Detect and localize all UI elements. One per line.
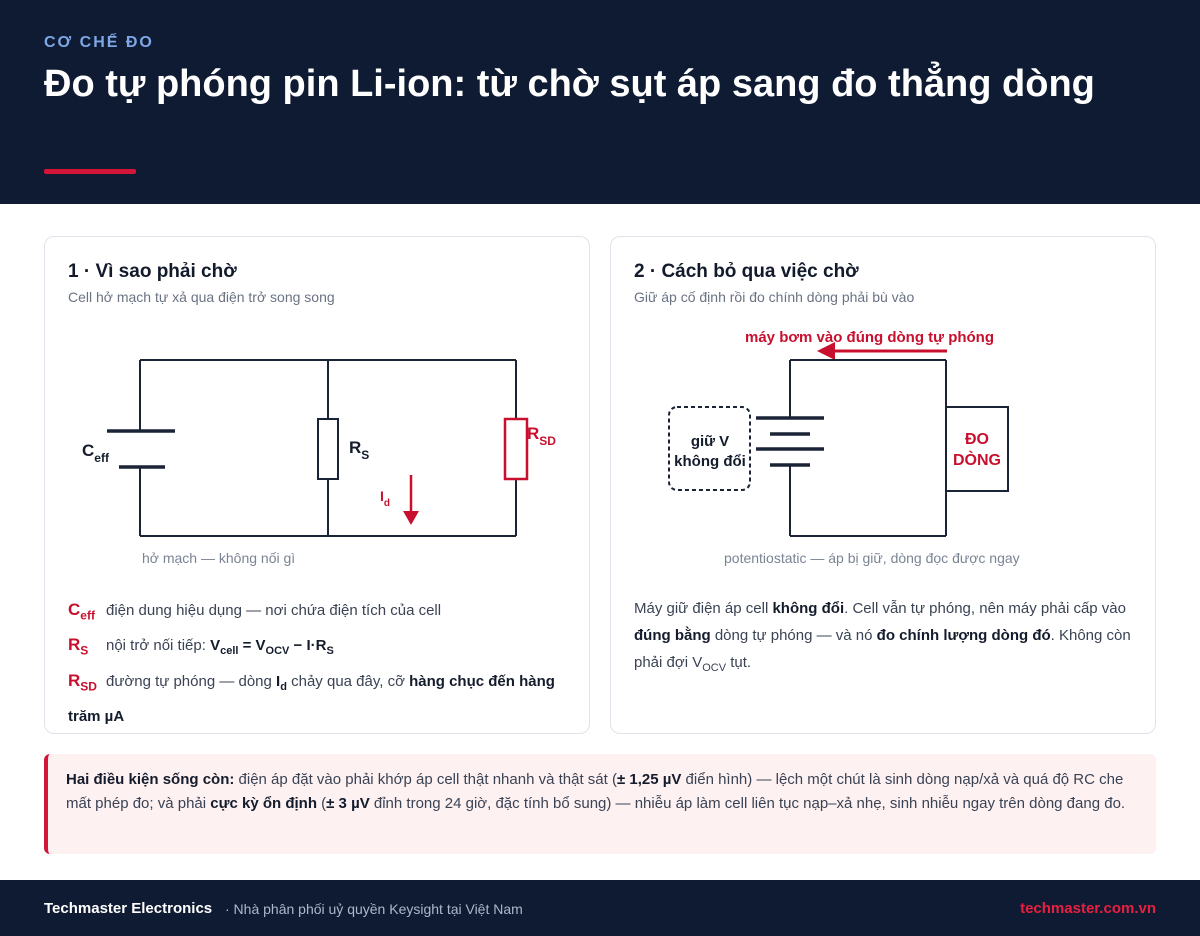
label-rs: $R_S$ <box>349 438 370 462</box>
current-meter-box <box>946 407 1008 491</box>
footer-website-link[interactable]: techmaster.com.vn <box>1020 900 1156 917</box>
footer-tagline: · Nhà phân phối uỷ quyền Keysight tại Việt Nam <box>225 901 523 917</box>
hold-label-line1: giữ V <box>690 433 730 450</box>
hold-label-line2: không đổi <box>674 453 746 470</box>
potentiostatic-diagram <box>611 237 1157 587</box>
resistor-rsd <box>505 419 527 479</box>
meter-label-line1: ĐO <box>965 431 989 448</box>
label-rsd: $R_{SD}$ <box>527 424 556 448</box>
footer-brand: Techmaster Electronics <box>44 900 213 917</box>
card2-title: 2 · Cách bỏ qua việc chờ <box>634 261 859 282</box>
legend-item-rsd: $R_{SD}$ đường tự phóng — dòng $I_d$ chảy qua đây, cỡ hàng chục đến hàng trăm µA <box>68 666 568 732</box>
card2-subtitle: Giữ áp cố định rồi đo chính dòng phải bù vào <box>634 289 915 305</box>
battery-cell <box>756 418 824 465</box>
legend-key-ceff: $C_{eff}$ <box>68 600 95 623</box>
label-id: $I_d$ <box>380 488 390 509</box>
legend-item-ceff: $C_{eff}$ điện dung hiệu dụng — nơi chứa điện tích của cell <box>68 595 568 630</box>
legend-list <box>68 595 568 732</box>
resistor-rs <box>318 419 338 479</box>
title-underline <box>44 169 136 174</box>
eyebrow-label: CƠ CHẾ ĐO <box>44 34 154 51</box>
footer <box>0 880 1200 936</box>
legend-item-rs: $R_S$ nội trở nối tiếp: $V_{cell} = V_{OCV} - I\cdot R_S$ <box>68 630 568 666</box>
caption-open-circuit: hở mạch — không nối gì <box>142 550 296 566</box>
current-arrow-id <box>403 475 419 525</box>
card-skip-wait <box>610 236 1156 734</box>
label-ceff: $C_{eff}$ <box>82 441 109 465</box>
rs-formula: $V_{cell} = V_{OCV} - I\cdot R_S$ <box>210 637 334 658</box>
legend-key-rs: $R_S$ <box>68 635 89 658</box>
card2-description: Máy giữ điện áp cell không đổi. Cell vẫn tự phóng, nên máy phải cấp vào đúng bằng dòng tự phóng — và nó đo chính lượng dòng đó. Không còn phải đợi $V_{OCV}$ tụt. <box>634 600 1131 674</box>
page-title: Đo tự phóng pin Li-ion: từ chờ sụt áp sang đo thẳng dòng <box>44 63 1095 105</box>
caption-potentiostatic: potentiostatic — áp bị giữ, dòng đọc được ngay <box>724 550 1020 566</box>
legend-key-rsd: $R_{SD}$ <box>68 671 97 694</box>
capacitor-ceff <box>107 431 175 467</box>
card1-title: 1 · Vì sao phải chờ <box>68 261 237 282</box>
card1-subtitle: Cell hở mạch tự xả qua điện trở song song <box>68 289 335 305</box>
critical-conditions-callout: Hai điều kiện sống còn: điện áp đặt vào phải khớp áp cell thật nhanh và thật sát (± 1,25 µV điển hình) — lệch một chút là sinh dòng nạp/xả và quá độ RC che mất phép đo; và phải cực kỳ ổn định (± 3 µV đỉnh trong 24 giờ, đặc tính bổ sung) — nhiễu áp làm cell liên tục nạp–xả nhẹ, sinh nhiễu ngay trên dòng đang đo. <box>44 754 1156 854</box>
card-why-wait <box>44 236 590 734</box>
meter-label-line2: DÒNG <box>953 452 1001 469</box>
header-banner <box>0 0 1200 204</box>
pump-label: máy bơm vào đúng dòng tự phóng <box>745 329 995 346</box>
open-circuit-diagram <box>45 237 591 587</box>
